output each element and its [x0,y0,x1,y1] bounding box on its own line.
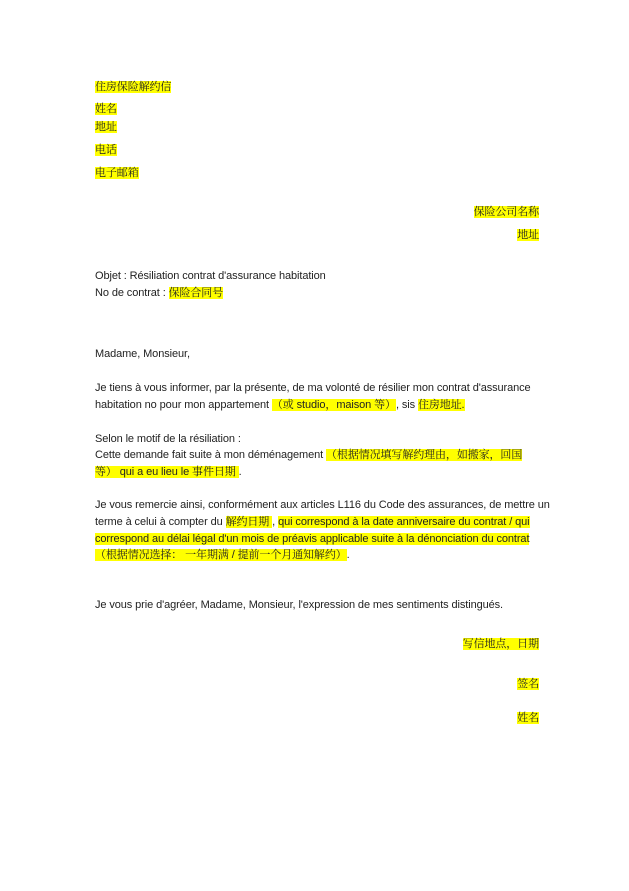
object-line: Objet : Résiliation contrat d'assurance habitation [95,270,326,282]
para2-line2: Cette demande fait suite à mon déménagement （根据情况填写解约理由，如搬家，回国 [95,449,523,461]
title-highlight: 住房保险解约信 [95,81,172,93]
para1-line2: habitation no pour mon appartement （或 studio，maison 等）, sis 住房地址. [95,399,465,411]
para3-line2: terme à celui à compter du 解约日期 , qui correspond à la date anniversaire du contrat / qui [95,516,530,528]
contract-number: 保险合同号 [168,287,224,299]
sender-phone: 电话 [95,144,117,156]
recipient-address: 地址 [517,229,539,241]
para1-line1: Je tiens à vous informer, par la présente, de ma volonté de résilier mon contrat d'assurance [95,382,531,394]
letter-title [95,79,171,95]
para3-line3: correspond au délai légal d'un mois de préavis applicable suite à la dénonciation du contrat [95,533,530,545]
para3-line4: （根据情况选择： 一年期满 / 提前一个月通知解约）. [95,549,350,561]
sender-address: 地址 [95,121,117,133]
para2-line3: 等） qui a eu lieu le 事件日期 . [95,466,242,478]
sender-email: 电子邮箱 [95,167,139,179]
contract-line [95,285,223,301]
sender-name: 姓名 [95,103,117,115]
recipient-company: 保险公司名称 [473,206,539,218]
para2-line1: Selon le motif de la résiliation : [95,433,241,445]
signer-name: 姓名 [517,712,539,724]
salutation: Madame, Monsieur, [95,348,190,360]
contract-label: No de contrat : [95,287,169,299]
para3-line1: Je vous remercie ainsi, conformément aux articles L116 du Code des assurances, de mettre un [95,499,550,511]
signature: 签名 [517,678,539,690]
place-date: 写信地点，日期 [462,638,539,650]
closing-formula: Je vous prie d'agréer, Madame, Monsieur, l'expression de mes sentiments distingués. [95,599,503,611]
